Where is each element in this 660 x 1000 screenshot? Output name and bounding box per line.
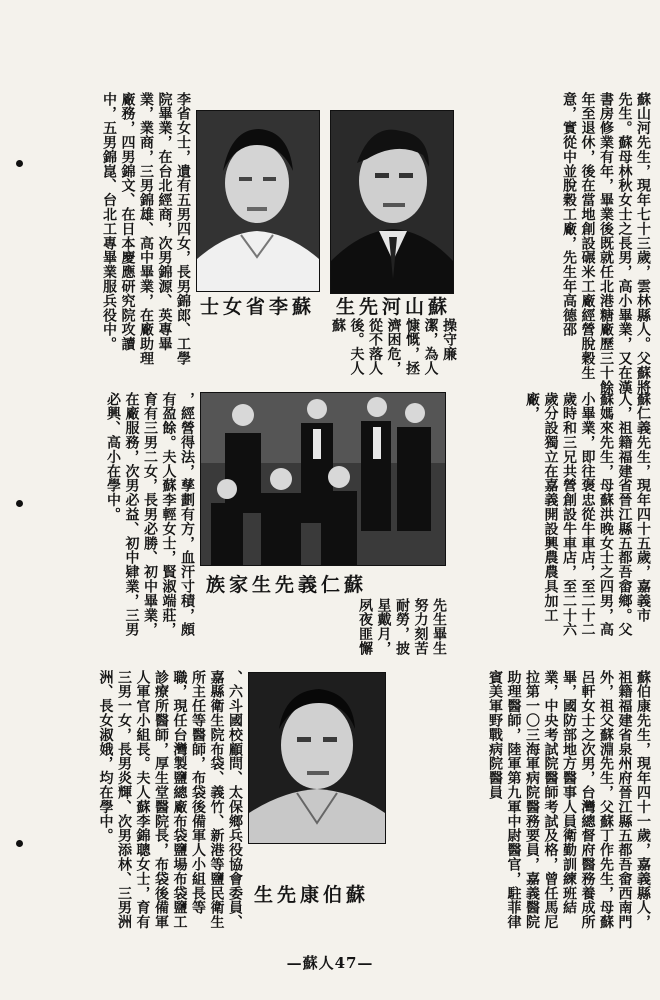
photo-su-renyi-family (200, 392, 446, 566)
section2-text-left: ，經營得法，孳劃有方，血汗寸積，頗有盈餘。夫人蘇李輕女士，賢淑端莊，育有三男二女，長男必勝、初中畢業，在廠服務，次男必益、初中肄業，三男必興、高小在學中。 (105, 392, 195, 637)
section1-text-right: 蘇山河先生，現年七十三歲，雲林縣人。父蘇將先生。蘇母林秋女士之長男，高小畢業，又在漢書房修業有年，畢業後既就任北港糖廠歷三十餘年至退休，後在當地創設碾米工廠經營脫穀生意，實從中並脫穀工廠，先生年高德邵 (561, 92, 651, 395)
binder-hole (16, 840, 23, 847)
caption-su-bokang: 蘇伯康先生 (254, 884, 370, 906)
caption-su-lisheng: 蘇李省女士 (200, 296, 316, 318)
binder-hole (16, 500, 23, 507)
section2-text-below: 先生畢生努力刻苦耐勞，披星戴月，夙夜匪懈 (357, 598, 447, 656)
section2-text-right: 蘇仁義先生，現年四十五歲，嘉義市人，祖籍福建省晉江縣五都吾畲鄉。父蘇媽來先生，母蘇洪晚女士之四男，高小畢業，即往褒忠從牛車店，至二十二歲時和三兄共營創設牛車店，至二十六歲分設獨立在嘉義開設興農農具加工廠， (524, 392, 651, 637)
page-footer: —蘇人47— (286, 954, 374, 972)
caption-su-renyi-family: 蘇仁義先生家族 (206, 574, 368, 596)
photo-su-lisheng (196, 110, 320, 292)
section1-text-below: 操守廉潔，為人慷慨，拯濟困危，從不落人後。夫人蘇 (330, 318, 457, 376)
caption-su-shanhe-h: 蘇山河先生 (336, 296, 452, 318)
photo-su-bokang (248, 672, 386, 844)
binder-hole (16, 160, 23, 167)
section3-text-right: 蘇伯康先生，現年四十一歲，嘉義縣人，祖籍福建省泉州府晉江縣五都吾畲西南門外，祖父蘇淵先生，父蘇丁作先生，母蘇呂軒女士之次男，台灣總督府醫務養成所畢，國防部地方醫事人員衛勤訓練班結業，中央考試院醫師考試及格，曾任馬尼拉第一〇三海軍病院醫務要員，嘉義醫院助理醫師，陸軍第九軍中尉醫官，駐菲律賓美軍野戰病院醫員 (487, 670, 651, 930)
photo-su-shanhe (330, 110, 454, 294)
section3-text-left: 、六斗國校顧問、太保鄉兵役協會委員、嘉縣衛生院布袋、義竹、新港等鹽民衛生所主任等醫師，布袋後備軍人小組長等職，現任台灣製鹽總廠布袋鹽場布袋鹽工診療所醫師，厚生堂醫院長，布袋後備軍人軍官小組長。夫人蘇李錦聰女士，育有三男一女，長男炎輝、次男添林、三男洲洲、長女淑娥，均在學中。 (97, 670, 243, 930)
section1-text-left: 李省女士，遺有五男四女，長男錦郎、工學院畢業，在台北經商，次男錦源、英專畢業，業商，三男錦雄、高中畢業，在廠助理廠務，四男錦文、在日本慶應研究院攻讀中，五男錦崑、台北工專畢業服兵役中。 (101, 92, 191, 366)
